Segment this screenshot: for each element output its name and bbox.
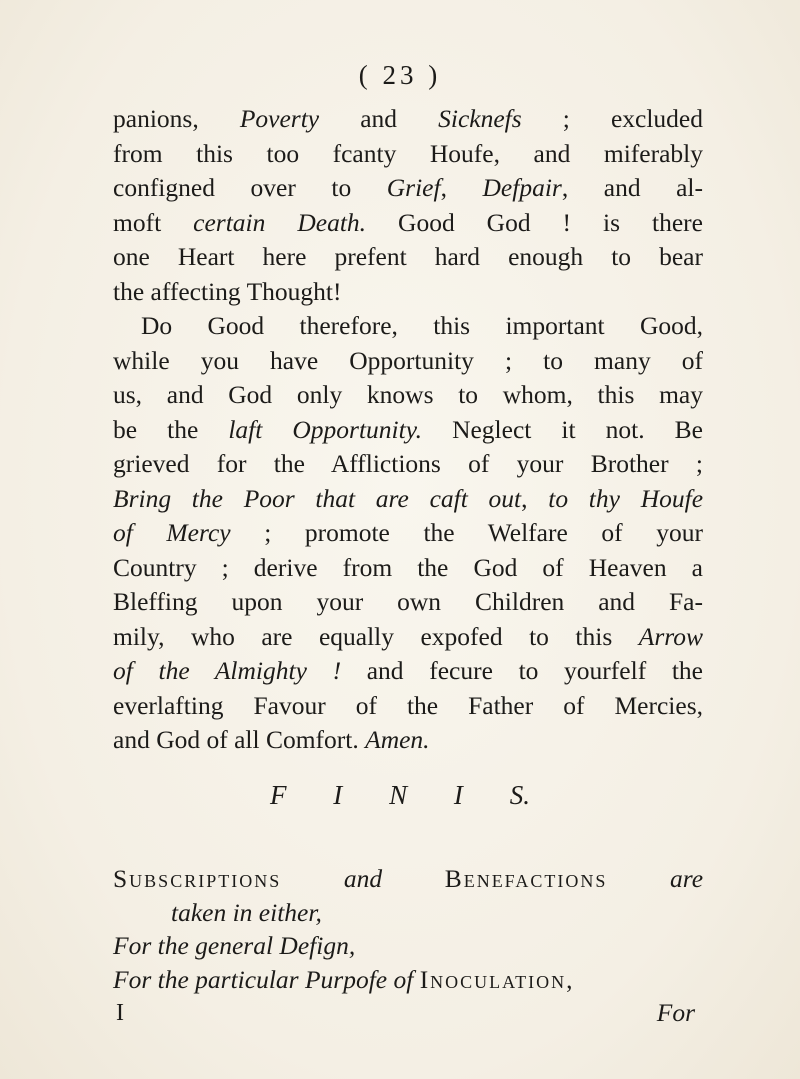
and-word: and	[343, 864, 383, 893]
inoculation-word: Inoculation,	[419, 964, 575, 994]
finis-letter: S.	[509, 780, 530, 810]
text-line-1: panions, Poverty and Sicknefs ; excluded	[113, 104, 704, 133]
italic-run: of Mercy	[113, 518, 231, 547]
text-line-4: moft certain Death. Good God ! is there	[113, 207, 703, 237]
page-number: ( 23 )	[358, 60, 442, 90]
text-line-17: of the Almighty ! and fecure to yourfelf the	[113, 656, 704, 685]
text-line-7: Do Good therefore, this important Good,	[141, 311, 703, 340]
italic-run: Grief	[386, 173, 441, 202]
italic-run: Amen.	[365, 725, 430, 754]
italic-run: Poverty	[239, 104, 320, 133]
finis-heading	[270, 780, 530, 811]
text-line-19: and God of all Comfort. Amen.	[113, 725, 430, 754]
italic-run: of the Almighty !	[113, 656, 342, 685]
italic-run: laft Opportunity.	[228, 414, 423, 444]
catchword: For	[656, 998, 695, 1027]
text-line-11: grieved for the Afflictions of your Brother ;	[113, 449, 703, 478]
body-text	[113, 102, 703, 758]
finis-letter: F	[270, 780, 287, 810]
subscriptions-word: Subscriptions	[113, 864, 282, 893]
italic-run: Defpair	[482, 173, 562, 202]
italic-run: Arrow	[638, 621, 703, 651]
subscriptions-line-2: taken in either,	[171, 897, 322, 927]
text-line-2: from this too fcanty Houfe, and miferably	[113, 138, 703, 168]
text-line-10: be the laft Opportunity. Neglect it not. Be	[113, 414, 703, 444]
text-line-8: while you have Opportunity ; to many of	[113, 345, 703, 375]
benefactions-word: Benefactions	[444, 864, 608, 893]
text-line-13: of Mercy ; promote the Welfare of your	[113, 518, 703, 547]
text-line-5: one Heart here prefent hard enough to bear	[113, 242, 703, 271]
finis-letter: I	[333, 780, 343, 810]
text-line-15: Bleffing upon your own Children and Fa-	[113, 587, 703, 616]
subscriptions-line-3: For the general Defign,	[113, 931, 356, 960]
italic-run: certain Death.	[193, 207, 367, 237]
finis-letter: N	[389, 780, 408, 810]
text-line-6: the affecting Thought!	[113, 276, 342, 306]
text-line-3: configned over to Grief, Defpair, and al-	[113, 173, 704, 202]
subscriptions-line-4: For the particular Purpofe of Inoculation,	[113, 964, 575, 994]
italic-run: to thy Houfe	[548, 483, 704, 513]
text-line-18: everlafting Favour of the Father of Mercies,	[113, 690, 703, 720]
subscriptions-notice	[113, 862, 703, 1030]
italic-run: Sicknefs	[438, 104, 522, 133]
signature-mark: I	[116, 1000, 124, 1026]
text-line-12: Bring the Poor that are caft out, to thy Houfe	[113, 483, 704, 513]
italic-run: Bring the Poor that are caft out	[113, 483, 522, 513]
subscriptions-line-1	[113, 862, 703, 896]
finis-letter: I	[453, 780, 463, 810]
text-line-16: mily, who are equally expofed to this Arrow	[113, 621, 703, 651]
text-line-14: Country ; derive from the God of Heaven a	[113, 552, 703, 582]
text-line-9: us, and God only knows to whom, this may	[113, 380, 703, 409]
are-word: are	[669, 864, 704, 893]
